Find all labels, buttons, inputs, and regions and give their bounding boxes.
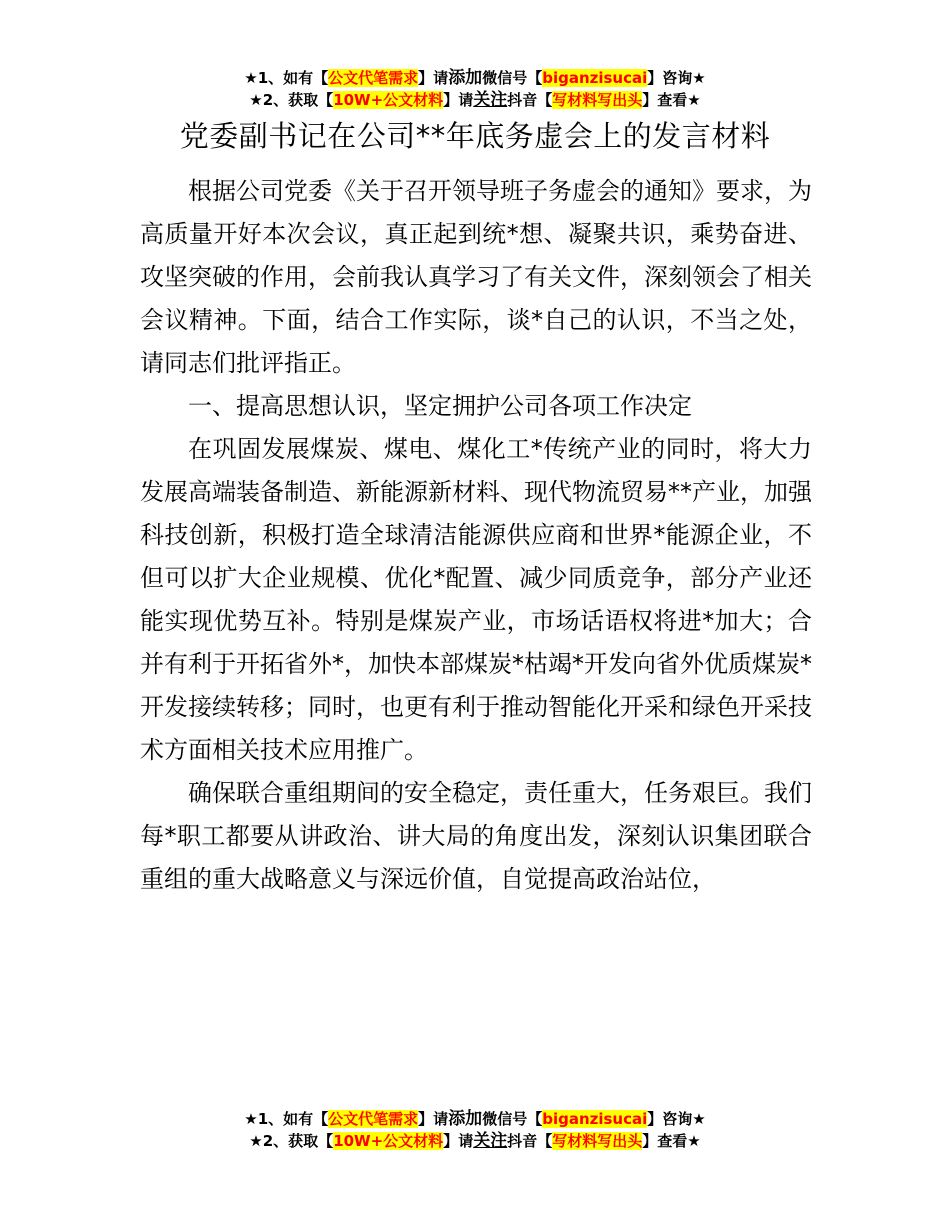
paragraph: 根据公司党委《关于召开领导班子务虚会的通知》要求，为高质量开好本次会议，真正起到统*想、凝聚共识，乘势奋进、攻坚突破的作用，会前我认真学习了有关文件，深刻领会了相关会议精神。下面，结合工作实际，谈*自己的认识，不当之处，请同志们批评指正。 xyxy=(140,177,812,377)
banner-text: 】请 xyxy=(418,69,449,87)
banner-line-1 xyxy=(0,1108,950,1130)
banner-text: 】请 xyxy=(443,91,474,109)
banner-text: ★1、如有【 xyxy=(244,1110,329,1128)
paragraph: 确保联合重组期间的安全稳定，责任重大，任务艰巨。我们每*职工都要从讲政治、讲大局的角度出发，深刻认识集团联合重组的重大战略意义与深远价值，自觉提高政治站位， xyxy=(140,779,812,893)
paragraph: 在巩固发展煤炭、煤电、煤化工*传统产业的同时，将大力发展高端装备制造、新能源新材料、现代物流贸易**产业，加强科技创新，积极打造全球清洁能源供应商和世界*能源企业，不但可以扩大企业规模、优化*配置、减少同质竞争，部分产业还能实现优势互补。特别是煤炭产业，市场话语权将进*加大；合并有利于开拓省外*，加快本部煤炭*枯竭*开发向省外优质煤炭*开发接续转移；同时，也更有利于推动智能化开采和绿色开采技术方面相关技术应用推广。 xyxy=(140,435,812,764)
section-heading: 一、提高思想认识，坚定拥护公司各项工作决定 xyxy=(188,392,692,420)
banner-line-2 xyxy=(0,89,950,111)
banner-highlight: 10W+公文材料 xyxy=(333,1132,444,1150)
banner-text: 微信号【 xyxy=(482,69,543,87)
banner-emphasis: 添加 xyxy=(448,1109,483,1129)
banner-line-1 xyxy=(0,67,950,89)
banner-text: ★2、获取【 xyxy=(249,91,334,109)
banner-text: 】请 xyxy=(443,1132,474,1150)
banner-text: 】咨询★ xyxy=(647,1110,706,1128)
banner-text: 】查看★ xyxy=(642,91,701,109)
banner-text: ★1、如有【 xyxy=(244,69,329,87)
banner-highlight: 写材料写出头 xyxy=(552,1132,643,1150)
document-title: 党委副书记在公司**年底务虚会上的发言材料 xyxy=(179,119,771,153)
banner-emphasis: 添加 xyxy=(448,68,483,88)
banner-text: 抖音【 xyxy=(507,91,553,109)
banner-text: 】咨询★ xyxy=(647,69,706,87)
banner-wechat-id: biganzisucai xyxy=(542,69,648,87)
banner-text: ★2、获取【 xyxy=(249,1132,334,1150)
banner-wechat-id: biganzisucai xyxy=(542,1110,648,1128)
banner-text: 微信号【 xyxy=(482,1110,543,1128)
banner-text: 】请 xyxy=(418,1110,449,1128)
banner-line-2 xyxy=(0,1130,950,1152)
banner-highlight: 公文代笔需求 xyxy=(328,1110,419,1128)
banner-text: 抖音【 xyxy=(507,1132,553,1150)
banner-emphasis: 关注 xyxy=(473,1131,508,1151)
banner-emphasis: 关注 xyxy=(473,90,508,110)
footer-banner xyxy=(0,1108,950,1152)
header-banner xyxy=(0,67,950,111)
banner-highlight: 10W+公文材料 xyxy=(333,91,444,109)
document-body xyxy=(140,170,812,901)
banner-highlight: 公文代笔需求 xyxy=(328,69,419,87)
banner-text: 】查看★ xyxy=(642,1132,701,1150)
banner-highlight: 写材料写出头 xyxy=(552,91,643,109)
